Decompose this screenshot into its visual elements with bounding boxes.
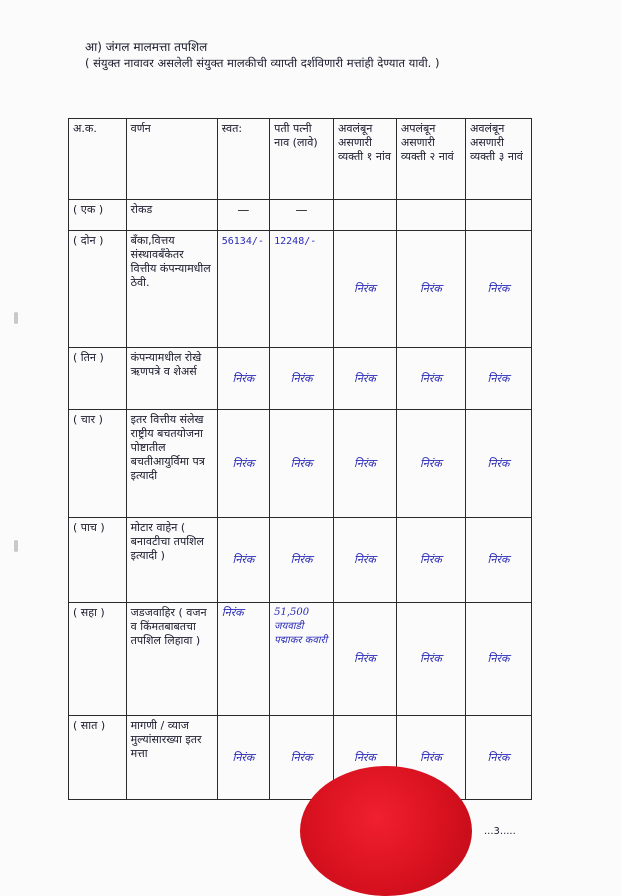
cell-dependent-3: निरंक: [465, 603, 531, 716]
cell-dependent-2: निरंक: [396, 410, 465, 518]
cell-spouse: निरंक: [270, 518, 334, 603]
table-row: [69, 231, 532, 348]
cell-dependent-2: निरंक: [396, 231, 465, 348]
scan-edge-mark: [14, 540, 18, 552]
row-serial: ( तिन ): [69, 348, 127, 410]
cell-self: —: [217, 200, 269, 231]
cell-dependent-2: निरंक: [396, 716, 465, 800]
table-row: [69, 603, 532, 716]
cell-dependent-3: निरंक: [465, 410, 531, 518]
cell-dependent-1: [334, 200, 397, 231]
scan-edge-mark: [14, 312, 18, 324]
cell-dependent-3: [465, 200, 531, 231]
assets-table: [68, 118, 532, 800]
cell-spouse: निरंक: [270, 410, 334, 518]
cell-dependent-2: [396, 200, 465, 231]
cell-self: निरंक: [217, 603, 269, 716]
cell-dependent-3: निरंक: [465, 716, 531, 800]
table-row: [69, 200, 532, 231]
cell-dependent-2: निरंक: [396, 348, 465, 410]
page-number: ...3.....: [484, 826, 516, 837]
table-row: [69, 348, 532, 410]
cell-dependent-3: निरंक: [465, 518, 531, 603]
col-header-dependent-1: अवलंबून असणारी व्यक्ती १ नांव: [334, 119, 397, 200]
row-serial: ( सात ): [69, 716, 127, 800]
col-header-spouse: पती पत्नी नाव (लावे): [270, 119, 334, 200]
row-serial: ( एक ): [69, 200, 127, 231]
row-description: मागणी / व्याज मुल्यांसारख्या इतर मत्ता: [126, 716, 217, 800]
row-description: जडजवाहिर ( वजन व किंमतबाबतचा तपशिल लिहावा ): [126, 603, 217, 716]
table-row: [69, 716, 532, 800]
cell-self: निरंक: [217, 518, 269, 603]
table-header-row: [69, 119, 532, 200]
cell-self: 56134/-: [217, 231, 269, 348]
cell-self: निरंक: [217, 348, 269, 410]
cell-dependent-1: निरंक: [334, 348, 397, 410]
cell-self: निरंक: [217, 410, 269, 518]
col-header-self: स्वत:: [217, 119, 269, 200]
row-serial: ( दोन ): [69, 231, 127, 348]
cell-dependent-2: निरंक: [396, 603, 465, 716]
cell-dependent-3: निरंक: [465, 348, 531, 410]
cell-spouse: निरंक: [270, 716, 334, 800]
cell-spouse: निरंक: [270, 348, 334, 410]
cell-dependent-1: निरंक: [334, 231, 397, 348]
row-description: मोटार वाहेन ( बनावटीचा तपशिल इत्यादी ): [126, 518, 217, 603]
cell-self: निरंक: [217, 716, 269, 800]
cell-dependent-2: निरंक: [396, 518, 465, 603]
cell-dependent-1: निरंक: [334, 518, 397, 603]
table-row: [69, 518, 532, 603]
cell-spouse: —: [270, 200, 334, 231]
cell-dependent-1: निरंक: [334, 603, 397, 716]
col-header-description: वर्णन: [126, 119, 217, 200]
section-heading: आ) जंगल मालमत्ता तपशिल: [85, 40, 208, 54]
row-description: बँका,वित्तय संस्थावबँकेतर वित्तीय कंपन्यामधील ठेवी.: [126, 231, 217, 348]
cell-spouse: 51,500 जयवाडी पद्माकर कवारी: [270, 603, 334, 716]
row-serial: ( सहा ): [69, 603, 127, 716]
row-description: इतर वित्तीय संलेख राष्ट्रीय बचतयोजना पोष्टातील बचतीआयुर्विमा पत्र इत्यादी: [126, 410, 217, 518]
col-header-serial: अ.क.: [69, 119, 127, 200]
col-header-dependent-2: अपलंबून असणारी व्यक्ती २ नावं: [396, 119, 465, 200]
row-serial: ( चार ): [69, 410, 127, 518]
section-note: ( संयुक्त नावावर असलेली संयुक्त मालकीची व्याप्ती दर्शविणारी मत्तांही देण्यात यावी. ): [85, 56, 440, 70]
row-description: रोकड: [126, 200, 217, 231]
row-description: कंपन्यामधील रोखे ऋणपत्रे व शेअर्स: [126, 348, 217, 410]
table-row: [69, 410, 532, 518]
cell-dependent-1: निरंक: [334, 716, 397, 800]
col-header-dependent-3: अवलंबून असणारी व्यक्ती ३ नावं: [465, 119, 531, 200]
cell-dependent-1: निरंक: [334, 410, 397, 518]
row-serial: ( पाच ): [69, 518, 127, 603]
cell-spouse: 12248/-: [270, 231, 334, 348]
cell-dependent-3: निरंक: [465, 231, 531, 348]
